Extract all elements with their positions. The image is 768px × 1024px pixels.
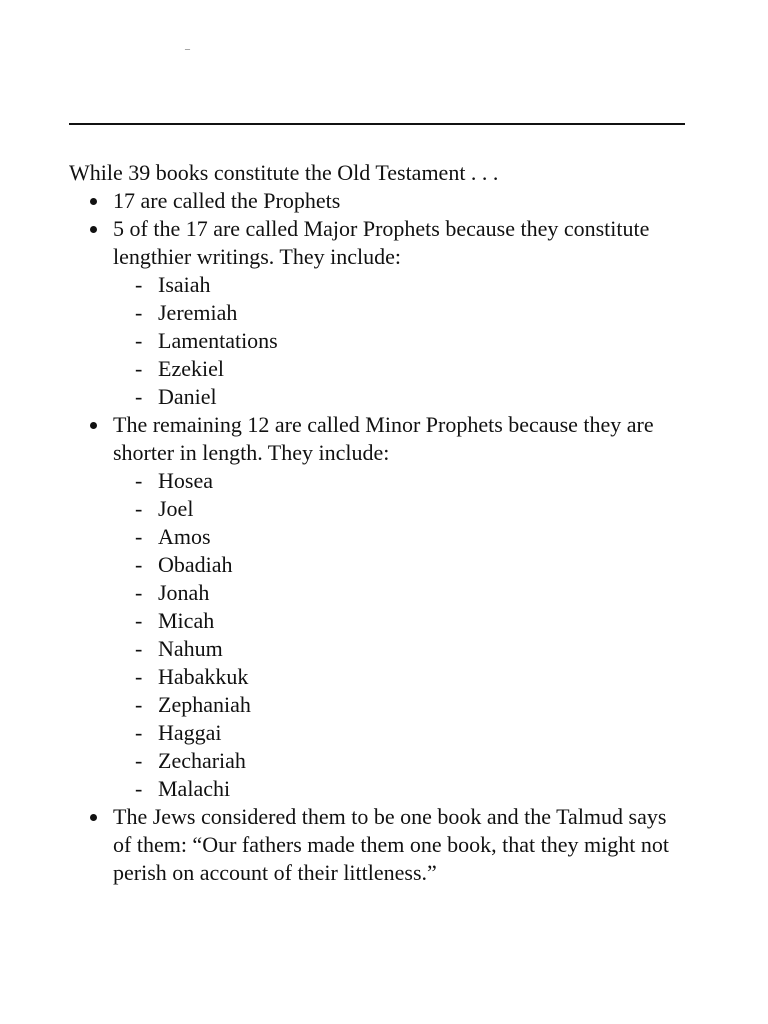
list-item-label: Isaiah — [158, 272, 211, 297]
list-item-label: Lamentations — [158, 328, 278, 353]
list-item — [113, 579, 689, 607]
list-item-label: Daniel — [158, 384, 217, 409]
list-item — [113, 663, 689, 691]
dash-marker: - — [135, 356, 143, 381]
bullet-text: The remaining 12 are called Minor Prophets because they are shorter in length. They include: — [113, 412, 654, 465]
list-item — [113, 691, 689, 719]
list-item — [113, 383, 689, 411]
list-item — [113, 355, 689, 383]
dash-marker: - — [135, 692, 143, 717]
dash-marker: - — [135, 468, 143, 493]
list-item — [113, 495, 689, 523]
bullet-item — [69, 215, 689, 411]
dash-marker: - — [135, 524, 143, 549]
bullet-text: 5 of the 17 are called Major Prophets because they constitute lengthier writings. They include: — [113, 216, 650, 269]
list-item-label: Micah — [158, 608, 215, 633]
list-item-label: Jonah — [158, 580, 210, 605]
header-mark: – — [185, 44, 190, 55]
list-item-label: Amos — [158, 524, 211, 549]
list-item-label: Zechariah — [158, 748, 246, 773]
bullet-item — [69, 803, 689, 887]
dash-marker: - — [135, 748, 143, 773]
horizontal-rule — [69, 123, 685, 125]
list-item — [113, 635, 689, 663]
bullet-icon — [90, 814, 97, 821]
list-item — [113, 747, 689, 775]
dash-marker: - — [135, 552, 143, 577]
list-item — [113, 299, 689, 327]
list-item — [113, 327, 689, 355]
dash-marker: - — [135, 664, 143, 689]
bullet-list — [69, 187, 689, 887]
bullet-icon — [90, 198, 97, 205]
list-item — [113, 467, 689, 495]
list-item-label: Habakkuk — [158, 664, 249, 689]
dash-marker: - — [135, 328, 143, 353]
bullet-icon — [90, 226, 97, 233]
list-item-label: Joel — [158, 496, 194, 521]
list-item-label: Zephaniah — [158, 692, 251, 717]
list-item — [113, 719, 689, 747]
list-item-label: Haggai — [158, 720, 222, 745]
list-item — [113, 775, 689, 803]
bullet-item — [69, 187, 689, 215]
intro-paragraph: While 39 books constitute the Old Testament . . . — [69, 160, 499, 185]
dash-marker: - — [135, 300, 143, 325]
minor-prophets-list — [113, 467, 689, 803]
dash-marker: - — [135, 384, 143, 409]
list-item — [113, 523, 689, 551]
dash-marker: - — [135, 272, 143, 297]
dash-marker: - — [135, 496, 143, 521]
bullet-icon — [90, 422, 97, 429]
bullet-text: 17 are called the Prophets — [113, 188, 341, 213]
list-item-label: Malachi — [158, 776, 231, 801]
document-body — [69, 159, 689, 887]
list-item — [113, 607, 689, 635]
list-item-label: Nahum — [158, 636, 223, 661]
bullet-item — [69, 411, 689, 803]
list-item-label: Jeremiah — [158, 300, 238, 325]
list-item — [113, 551, 689, 579]
dash-marker: - — [135, 608, 143, 633]
dash-marker: - — [135, 636, 143, 661]
dash-marker: - — [135, 776, 143, 801]
list-item-label: Ezekiel — [158, 356, 224, 381]
dash-marker: - — [135, 580, 143, 605]
list-item-label: Hosea — [158, 468, 213, 493]
list-item — [113, 271, 689, 299]
dash-marker: - — [135, 720, 143, 745]
major-prophets-list — [113, 271, 689, 411]
list-item-label: Obadiah — [158, 552, 233, 577]
bullet-text: The Jews considered them to be one book and the Talmud says of them: “Our fathers made them one book, that they might not perish on account of their littleness.” — [113, 804, 669, 885]
